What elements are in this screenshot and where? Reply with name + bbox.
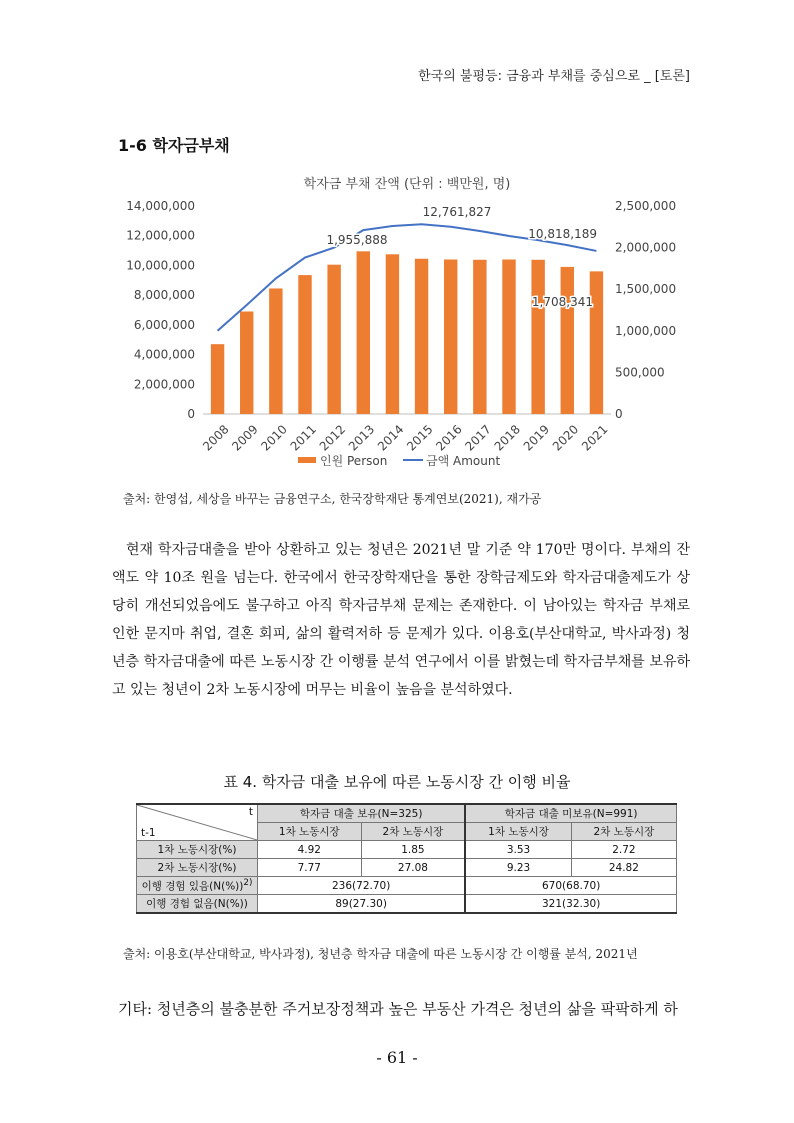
data-annotation: 1,708,341 — [531, 295, 593, 309]
x-tick-label: 2012 — [316, 422, 349, 454]
right-tick-label: 1,500,000 — [615, 282, 677, 297]
left-tick-label: 0 — [187, 407, 195, 421]
section-title: 1-6 학자금부채 — [118, 136, 230, 155]
running-header: 한국의 불평등: 금융과 부채를 중심으로 _ [토론] — [418, 69, 690, 84]
table-title: 표 4. 학자금 대출 보유에 따른 노동시장 간 이행 비율 — [223, 773, 571, 791]
x-tick-label: 2017 — [462, 422, 494, 454]
left-tick-label: 6,000,000 — [133, 317, 195, 332]
data-annotation: 12,761,827 — [422, 205, 492, 219]
x-tick-label: 2016 — [433, 422, 465, 454]
cell: 236(72.70) — [258, 877, 466, 895]
cell: 670(68.70) — [465, 877, 676, 895]
cell: 321(32.30) — [465, 895, 676, 914]
legend-label-person: 인원 Person — [320, 454, 388, 468]
cell: 3.53 — [465, 841, 571, 859]
x-tick-label: 2014 — [374, 422, 407, 454]
sub-header-b2: 2차 노동시장 — [571, 823, 676, 841]
left-tick-label: 10,000,000 — [126, 258, 195, 273]
bar — [531, 260, 544, 414]
page-number: - 61 - — [376, 1048, 418, 1067]
row-label: 1차 노동시장(%) — [137, 841, 258, 859]
table-row — [137, 895, 677, 914]
bar — [415, 259, 428, 414]
x-tick-label: 2020 — [549, 422, 582, 454]
chart-title: 학자금 부채 잔액 (단위 : 백만원, 명) — [303, 177, 511, 192]
cell: 1.85 — [361, 841, 465, 859]
sub-header-b1: 1차 노동시장 — [465, 823, 571, 841]
bar — [386, 254, 399, 414]
transition-table — [136, 803, 677, 914]
x-tick-label: 2008 — [200, 422, 232, 454]
left-tick-label: 4,000,000 — [133, 347, 195, 362]
left-tick-label: 14,000,000 — [126, 199, 195, 213]
bar — [298, 275, 311, 414]
cell: 27.08 — [361, 859, 465, 877]
bar — [561, 267, 574, 414]
bar — [357, 251, 370, 414]
right-tick-label: 1,000,000 — [615, 323, 677, 338]
bar — [473, 260, 486, 414]
x-tick-label: 2010 — [258, 422, 290, 454]
bar — [269, 288, 282, 414]
row-label: 2차 노동시장(%) — [137, 859, 258, 877]
legend-swatch-person — [298, 457, 316, 463]
x-tick-label: 2019 — [520, 422, 553, 454]
cell: 2.72 — [571, 841, 676, 859]
row-label — [137, 877, 258, 895]
bar — [502, 259, 515, 414]
right-tick-label: 0 — [615, 407, 623, 421]
corner-t: t — [248, 806, 253, 818]
cell: 9.23 — [465, 859, 571, 877]
table-row — [137, 841, 677, 859]
right-tick-label: 2,000,000 — [615, 240, 677, 255]
chart-svg — [105, 168, 705, 478]
chart-source: 출처: 한영섭, 세상을 바꾸는 금융연구소, 한국장학재단 통계연보(2021), 재가공 — [123, 492, 542, 506]
sub-header-a1: 1차 노동시장 — [258, 823, 362, 841]
cell: 4.92 — [258, 841, 362, 859]
closing-paragraph: 기타: 청년층의 불충분한 주거보장정책과 높은 부동산 가격은 청년의 삶을 팍팍하게 하 — [118, 1000, 678, 1018]
cell: 24.82 — [571, 859, 676, 877]
cell: 7.77 — [258, 859, 362, 877]
legend-label-amount: 금액 Amount — [426, 454, 501, 468]
table-corner-cell — [137, 804, 258, 841]
x-tick-label: 2018 — [491, 422, 524, 454]
bar — [211, 344, 224, 414]
sub-header-a2: 2차 노동시장 — [361, 823, 465, 841]
table-row — [137, 859, 677, 877]
left-tick-label: 12,000,000 — [126, 228, 195, 243]
group-header-a: 학자금 대출 보유(N=325) — [258, 804, 466, 823]
right-tick-label: 2,500,000 — [615, 199, 677, 213]
bar — [590, 271, 603, 414]
cell: 89(27.30) — [258, 895, 466, 914]
row-label-text: 이행 경험 있음(N(%)) — [141, 880, 244, 893]
left-tick-label: 8,000,000 — [133, 288, 195, 303]
corner-t-1: t-1 — [141, 827, 156, 839]
x-tick-label: 2015 — [404, 422, 436, 454]
body-paragraph: 현재 학자금대출을 받아 상환하고 있는 청년은 2021년 말 기준 약 170만 명이다. 부채의 잔액도 약 10조 원을 넘는다. 한국에서 한국장학재단을 통한 장학금제도와 학자금대출제도가 상당히 개선되었음에도 불구하고 아직 학자금부채 문제는 존재한다. 이 남아있는 학자금 부채로 인한 문지마 취업, 결혼 회피, 삶의 활력저하 등 문제가 있다. 이용호(부산대학교, 박사과정) 청년층 학자금대출에 따른 노동시장 간 이행률 분석 연구에서 이를 밝혔는데 학자금부채를 보유하고 있는 청년이 2차 노동시장에 머무는 비율이 높음을 분석하였다. — [112, 542, 690, 698]
bar — [327, 265, 340, 414]
x-tick-label: 2009 — [229, 422, 261, 454]
chart — [105, 168, 705, 478]
row-label: 이행 경험 없음(N(%)) — [137, 895, 258, 914]
x-tick-label: 2021 — [578, 422, 611, 454]
right-tick-label: 500,000 — [615, 365, 665, 380]
bar — [444, 259, 457, 414]
table-source: 출처: 이용호(부산대학교, 박사과정), 청년층 학자금 대출에 따른 노동시장 간 이행률 분석, 2021년 — [123, 947, 638, 961]
bar — [240, 311, 253, 414]
x-tick-label: 2011 — [287, 422, 320, 454]
left-tick-label: 2,000,000 — [133, 377, 195, 392]
x-tick-label: 2013 — [345, 422, 378, 454]
group-header-b: 학자금 대출 미보유(N=991) — [465, 804, 676, 823]
data-annotation: 10,818,189 — [528, 227, 597, 241]
footnote-ref: 2) — [243, 877, 253, 888]
data-annotation: 1,955,888 — [326, 233, 388, 247]
table-row — [137, 877, 677, 895]
